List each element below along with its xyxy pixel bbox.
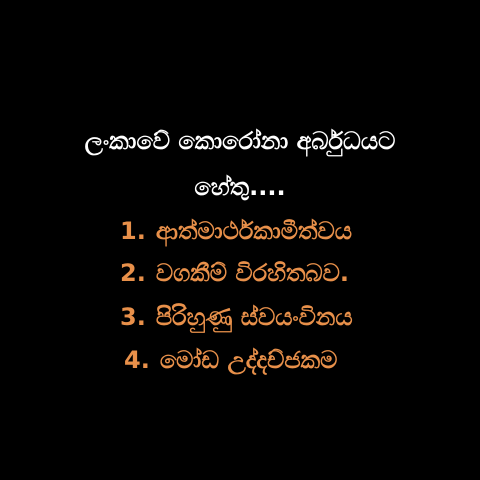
reason-number: 4.: [124, 346, 150, 374]
reason-number: 1.: [120, 217, 146, 245]
reason-item-1: [120, 216, 352, 246]
reason-item-3: [120, 302, 353, 332]
reason-text: ආත්මාර්ථකාමීත්වය: [155, 217, 352, 245]
reason-item-2: [120, 258, 349, 288]
reason-text: මෝඩ උද්දච්ජකම: [159, 346, 338, 374]
heading-line-2: හේතු....: [194, 173, 286, 201]
heading-line-1: ලංකාවේ කොරෝනා අර්බුධයට: [84, 127, 396, 155]
reason-text: පිරිහුණු ස්වයංවිනය: [155, 303, 353, 331]
reason-number: 3.: [120, 303, 146, 331]
reason-number: 2.: [120, 259, 146, 287]
reason-text: වගකීම් විරහිතබව.: [155, 259, 350, 287]
reason-item-4: [124, 345, 337, 375]
